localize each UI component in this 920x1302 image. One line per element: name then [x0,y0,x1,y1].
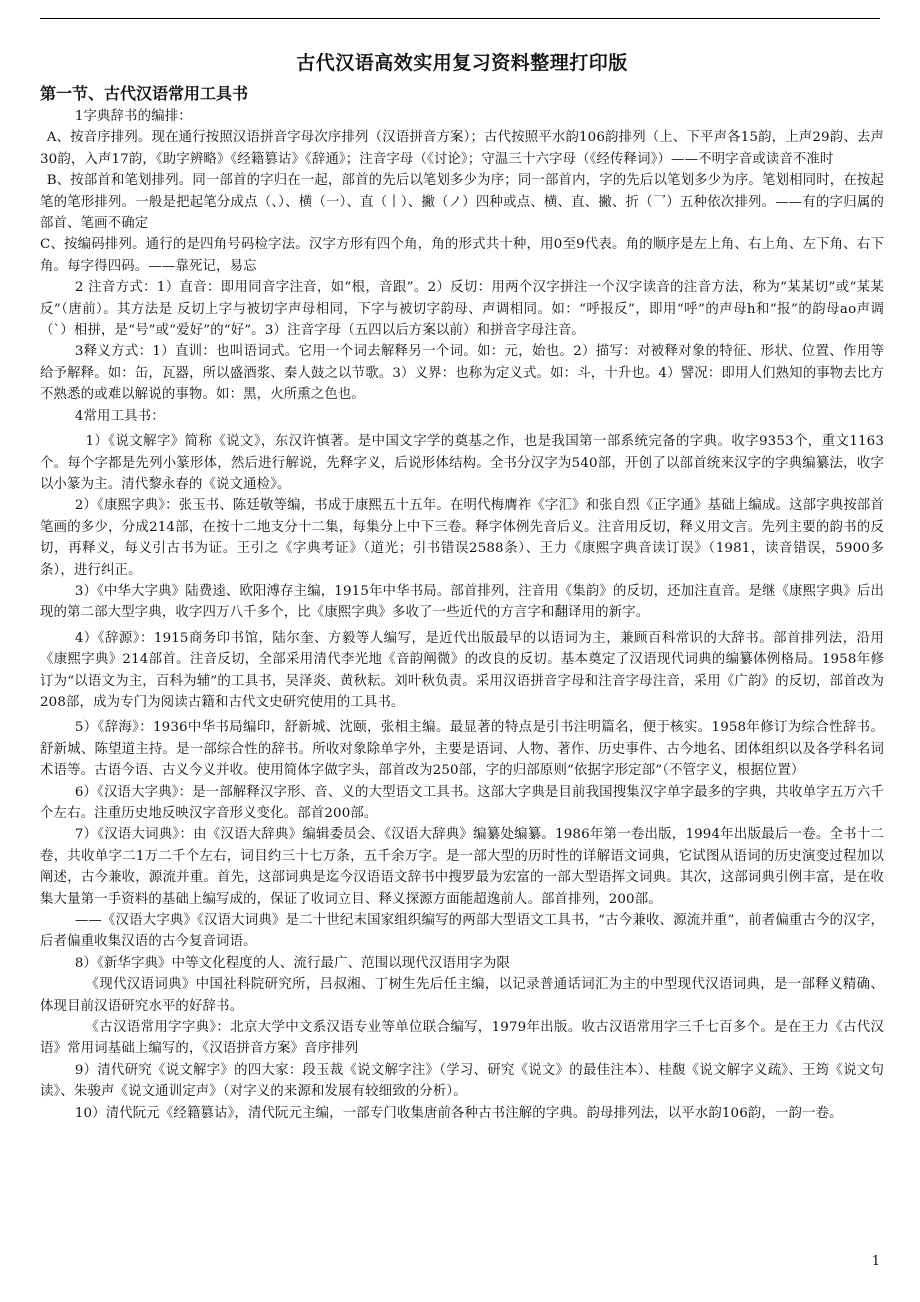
paragraph: 3释义方式：1）直训：也叫语词式。它用一个词去解释另一个词。如：元，始也。2）描写：对被释对象的特征、形状、位置、作用等给予解释。如：缶，瓦器，所以盛酒浆、秦人鼓之以节歌。3）义界：也称为定义式。如：斗，十升也。4）譬况：即用人们熟知的事物去比方不熟悉的或难以解说的事物。如：黑，火所熏之色也。 [40,344,884,403]
paragraph: 《现代汉语词典》中国社科院研究所，吕叔湘、丁树生先后任主编，以记录普通话词汇为主的中型现代汉语词典，是一部释义精确、体现目前汉语研究水平的好辞书。 [40,977,884,1014]
paragraph: ——《汉语大字典》《汉语大词典》是二十世纪末国家组织编写的两部大型语文工具书，“古今兼收、源流并重”，前者偏重古今的汉字，后者偏重收集汉语的古今复音词语。 [40,913,884,950]
paragraph: 10）清代阮元《经籍篡诂》，清代阮元主编，一部专门收集唐前各种古书注解的字典。韵母排列法，以平水韵106韵，一韵一卷。 [74,1105,843,1121]
paragraph: 4）《辞源》：1915商务印书馆，陆尔奎、方毅等人编写，是近代出版最早的以语词为主，兼顾百科常识的大辞书。部首排列法，沿用《康熙字典》214部首。注音反切，全部采用清代李光地《音韵阐微》的改良的反切。基本奠定了汉语现代词典的编纂体例格局。1958年修订为“以语文为主，百科为辅”的工具书，吴泽炎、黄秋耘。刘叶秋负责。采用汉语拼音字母和注音字母注音，采用《广韵》的反切，部首改为208部，成为专门为阅读古籍和古代文史研究使用的工具书。 [40,630,884,710]
paragraph: 7）《汉语大词典》：由《汉语大辞典》编辑委员会、《汉语大辞典》编纂处编纂。1986年第一卷出版，1994年出版最后一卷。全书十二卷，共收单字二1万二千个左右，词目约三十七万条，五千余万字。是一部大型的历时性的详解语文词典，它试图从语词的历史演变过程加以阐述，古今兼收，源流并重。首先，这部词典是迄今汉语语文辞书中搜罗最为宏富的一部大型语挥文词典。其次，这部词典引例丰富，是在收集大量第一手资料的基础上编写成的，保证了收词立目、释义探源方面能超逸前人。部首排列，200部。 [40,827,884,907]
paragraph: A、按音序排列。现在通行按照汉语拼音字母次序排列（汉语拼音方案）；古代按照平水韵106韵排列（上、下平声各15韵，上声29韵、去声30韵，入声17韵，《助字辨略》《经籍篡诂》《辞通》；注音字母（《讨论》；守温三十六字母（《经传释词》）——不明字音或读音不准时 [40,130,884,167]
paragraph: 8）《新华字典》中等文化程度的人、流行最广、范围以现代汉语用字为限 [74,955,511,971]
document-title: 古代汉语高效实用复习资料整理打印版 [296,52,628,74]
paragraph: 2 注音方式：1）直音：即用同音字注音，如“根，音跟”。2）反切：用两个汉字拼注一个汉字读音的注音方法，称为“某某切”或“某某反”（唐前）。其方法是 反切上字与被切字声母相同，下字与被切字韵母、声调相同。如：“呼报反”，即用“呼”的声母h和“报”的韵母ao声调（`）相拼，是“号”或“爱好”的“好”。3）注音字母（五四以后方案以前）和拼音字母注音。 [40,280,884,339]
page-number: 1 [871,1254,880,1269]
paragraph: 《古汉语常用字字典》：北京大学中文系汉语专业等单位联合编写，1979年出版。收古汉语常用字三千七百多个。是在王力《古代汉语》常用词基础上编写的，《汉语拼音方案》音序排列 [40,1020,884,1057]
paragraph: 9）清代研究《说文解字》的四大家：段玉裁《说文解字注》（学习、研究《说文》的最佳注本）、桂馥《说文解字义疏》、王筠《说文句读》、朱骏声《说文通训定声》（对字义的来源和发展有较细致的分析）。 [40,1062,884,1100]
paragraph: 2）《康熙字典》：张玉书、陈廷敬等编，书成于康熙五十五年。在明代梅膺祚《字汇》和张自烈《正字通》基础上编成。这部字典按部首笔画的多少，分成214部，在按十二地支分十二集，每集分上中下三卷。释字体例先音后义。注音用反切，释义用文言。先列主要的韵书的反切，再释义，每义引古书为证。王引之《字典考证》（道光；引书错误2588条）、王力《康熙字典音读订误》（1981，读音错误，5900多条），进行纠正。 [40,498,884,578]
header-rule [40,18,880,19]
paragraph: 3）《中华大字典》陆费逵、欧阳溥存主编，1915年中华书局。部首排列，注音用《集韵》的反切，还加注直音。是继《康熙字典》后出现的第二部大型字典，收字四万八千多个，比《康熙字典》多收了一些近代的方言字和翻译用的新字。 [40,583,884,621]
paragraph: B、按部首和笔划排列。同一部首的字归在一起，部首的先后以笔划多少为序；同一部首内，字的先后以笔划多少为序。笔划相同时，在按起笔的笔形排列。一般是把起笔分成点（、）、横（一）、直（丨）、撇（ノ）四种或点、横、直、撇、折（乛）五种依次排列。——有的字归属的部首、笔画不确定 [40,173,884,232]
paragraph-subheading: 1字典辞书的编排： [74,109,192,124]
section-heading: 第一节、古代汉语常用工具书 [40,84,249,103]
document-body [40,48,884,1124]
paragraph: 6）《汉语大字典》：是一部解释汉字形、音、义的大型语文工具书。这部大字典是目前我国搜集汉字单字最多的字典，共收单字五万六千个左右。注重历史地反映汉字音形义变化。部首200部。 [40,784,884,821]
paragraph: 1）《说文解字》简称《说文》，东汉许慎著。是中国文字学的奠基之作，也是我国第一部系统完备的字典。收字9353个，重文1163个。每个字都是先列小篆形体，然后进行解说，先释字义，后说形体结构。全书分汉字为540部，开创了以部首统来汉字的字典编纂法，收字以小篆为主。清代黎永春的《说文通检》。 [40,434,884,492]
paragraph-subheading: 4常用工具书： [74,408,165,424]
paragraph: C、按编码排列。通行的是四角号码检字法。汉字方形有四个角，角的形式共十种，用0至9代表。角的顺序是左上角、右上角、左下角、右下角。每字得四码。——靠死记，易忘 [40,237,884,274]
paragraph: 5）《辞海》：1936中华书局编印，舒新城、沈颐，张相主编。最显著的特点是引书注明篇名，便于核实。1958年修订为综合性辞书。舒新城、陈望道主持。是一部综合性的辞书。所收对象除单字外，主要是语词、人物、著作、历史事件、古今地名、团体组织以及各学科名词术语等。古语今语、古义今义并收。使用简体字做字头，部首改为250部，字的归部原则“依据字形定部”（不管字义，根据位置） [40,720,884,779]
